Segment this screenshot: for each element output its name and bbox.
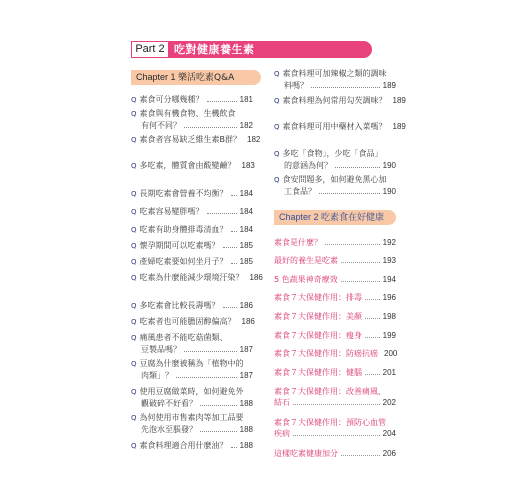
dot-leader	[207, 213, 237, 214]
dot-leader	[231, 447, 237, 448]
page-number: 202	[382, 398, 396, 407]
dot-leader	[200, 405, 237, 406]
toc-entry[interactable]	[274, 367, 396, 378]
toc-entry[interactable]	[131, 300, 253, 312]
toc-entry-title: 5 色蔬果神奇療效	[274, 275, 338, 284]
question-marker: Q	[274, 97, 280, 105]
dot-leader	[341, 281, 380, 282]
toc-entry-title: 素食料理適合用什麼油？	[139, 441, 228, 450]
page-number: 190	[382, 187, 396, 196]
dot-leader	[207, 101, 237, 102]
page-number: 184	[239, 207, 253, 216]
toc-entry-title: 有何不同？	[141, 121, 181, 130]
page-number: 196	[382, 293, 396, 302]
dot-leader	[365, 374, 380, 375]
toc-entry-title: 多吃「食物」，少吃「食品」	[282, 149, 383, 158]
toc-entry[interactable]	[131, 358, 253, 381]
page-number: 189	[382, 81, 396, 90]
toc-entry[interactable]	[274, 348, 396, 359]
dot-leader	[231, 231, 237, 232]
page-number: 183	[241, 161, 255, 170]
toc-entry[interactable]	[274, 174, 396, 197]
toc-entry[interactable]	[274, 311, 396, 322]
page-number: 193	[382, 256, 396, 265]
toc-entry[interactable]	[274, 386, 396, 408]
toc-entry-title: 吃素者也可能膽固醇偏高？	[139, 317, 236, 326]
chapter1-title: 樂活吃素Q&A	[178, 73, 235, 83]
toc-entry[interactable]	[274, 255, 396, 266]
page-number: 181	[239, 95, 253, 104]
toc-entry-title: 素食料理可加辣椒之類的調味	[282, 69, 387, 78]
dot-leader	[293, 435, 380, 436]
toc-entry-title: 為何使用市售素肉等加工品要	[139, 413, 244, 422]
chapter1-label: Chapter 1	[136, 72, 176, 82]
toc-entry-title: 肉類」？	[141, 371, 173, 380]
toc-entry-title: 懷孕期間可以吃素嗎？	[139, 241, 220, 250]
question-marker: Q	[131, 274, 137, 282]
toc-entry-title: 的意涵為何？	[284, 161, 332, 170]
toc-entry[interactable]	[131, 386, 253, 409]
page-number: 187	[239, 371, 253, 380]
toc-entry-title: 結石	[274, 398, 290, 407]
page-number: 188	[239, 425, 253, 434]
toc-entry-title: 觀破碎不好看？	[141, 399, 197, 408]
chapter2-title: 吃素食在好健康	[321, 213, 385, 223]
dot-leader	[365, 337, 380, 338]
dot-leader	[365, 318, 380, 319]
toc-entry[interactable]	[274, 148, 396, 171]
chapter1-header	[131, 70, 261, 85]
toc-entry[interactable]	[274, 68, 396, 91]
question-marker: Q	[131, 162, 137, 170]
question-marker: Q	[131, 258, 137, 266]
toc-entry-title: 食安問題多，如何避免黑心加	[282, 175, 387, 184]
question-marker: Q	[131, 302, 137, 310]
page-number: 186	[239, 301, 253, 310]
page-number: 184	[239, 225, 253, 234]
toc-entry[interactable]	[274, 448, 396, 459]
dot-leader	[365, 299, 380, 300]
question-marker: Q	[131, 360, 137, 368]
toc-entry[interactable]	[131, 240, 253, 252]
toc-entry-title: 素食７大保健作用：瘦身	[274, 331, 362, 340]
question-marker: Q	[131, 96, 137, 104]
toc-entry[interactable]	[131, 94, 253, 106]
toc-entry-title: 使用豆腐做菜時，如何避免外	[139, 387, 244, 396]
dot-leader	[311, 87, 380, 88]
page-number: 200	[384, 349, 398, 358]
toc-entry[interactable]	[131, 316, 253, 328]
toc-entry-title: 多吃素，體質會由酸變鹼？	[139, 161, 236, 170]
page-number: 185	[239, 257, 253, 266]
dot-leader	[200, 431, 237, 432]
toc-entry[interactable]	[274, 274, 396, 285]
dot-leader	[335, 167, 380, 168]
toc-entry-title: 素食是什麼？	[274, 238, 322, 247]
toc-entry[interactable]	[131, 256, 253, 268]
toc-entry-title: 吃素為什麼能減少環境汙染？	[139, 273, 244, 282]
page-number: 186	[249, 273, 263, 282]
toc-entry-title: 吃素有助身體排毒清血？	[139, 225, 228, 234]
question-marker: Q	[131, 136, 137, 144]
toc-entry[interactable]	[131, 412, 253, 435]
question-marker: Q	[274, 123, 280, 131]
chapter2-header	[274, 210, 396, 225]
page-number: 186	[241, 317, 255, 326]
toc-entry-title: 豆腐為什麼被稱為「植物中的	[139, 359, 244, 368]
toc-entry[interactable]	[131, 108, 253, 131]
dot-leader	[176, 377, 237, 378]
page-number: 188	[239, 441, 253, 450]
question-marker: Q	[131, 110, 137, 118]
page-number: 204	[382, 429, 396, 438]
toc-entry-title: 這樣吃素健康加分	[274, 449, 338, 458]
toc-entry-title: 豆製品嗎？	[141, 345, 181, 354]
toc-entry[interactable]	[274, 121, 406, 133]
page-number: 198	[382, 312, 396, 321]
question-marker: Q	[131, 226, 137, 234]
page-number: 182	[239, 121, 253, 130]
toc-entry-title: 素食７大保健作用：改善痛風、	[274, 387, 386, 396]
question-marker: Q	[131, 414, 137, 422]
toc-entry[interactable]	[131, 440, 253, 452]
chapter2-label: Chapter 2	[279, 212, 319, 222]
toc-entry[interactable]	[131, 134, 261, 146]
question-marker: Q	[131, 388, 137, 396]
question-marker: Q	[131, 442, 137, 450]
toc-entry-title: 素食７大保健作用：防癌抗癌	[274, 349, 378, 358]
page-number: 188	[239, 399, 253, 408]
part-header	[131, 41, 372, 58]
page-number: 189	[392, 96, 406, 105]
toc-entry[interactable]	[274, 417, 396, 439]
dot-leader	[231, 195, 237, 196]
part-title: 吃對健康養生素	[174, 43, 255, 56]
page-number: 189	[392, 122, 406, 131]
dot-leader	[293, 404, 380, 405]
toc-entry-title: 多吃素會比較長壽嗎？	[139, 301, 220, 310]
page-number: 190	[382, 161, 396, 170]
toc-entry[interactable]	[274, 95, 406, 107]
question-marker: Q	[131, 190, 137, 198]
dot-leader	[341, 262, 380, 263]
page-number: 206	[382, 449, 396, 458]
toc-entry-title: 工食品？	[284, 187, 316, 196]
question-marker: Q	[274, 150, 280, 158]
toc-entry[interactable]	[274, 330, 396, 341]
toc-entry-title: 料嗎？	[284, 81, 308, 90]
toc-entry-title: 疾病	[274, 429, 290, 438]
toc-entry-title: 素食７大保健作用：排毒	[274, 293, 362, 302]
page-number: 185	[239, 241, 253, 250]
toc-entry[interactable]	[131, 206, 253, 218]
page-number: 184	[239, 189, 253, 198]
toc-entry-title: 素食７大保健作用：健腦	[274, 368, 362, 377]
toc-entry-title: 長期吃素會營養不均衡？	[139, 189, 228, 198]
page-number: 187	[239, 345, 253, 354]
toc-entry-title: 素食可分哪幾種？	[139, 95, 204, 104]
toc-entry-title: 素食料理為何常用勾芡調味？	[282, 96, 387, 105]
dot-leader	[223, 307, 237, 308]
question-marker: Q	[274, 70, 280, 78]
toc-entry-title: 素食７大保健作用：美顏	[274, 312, 362, 321]
dot-leader	[231, 263, 237, 264]
part-label: Part 2	[131, 41, 169, 58]
toc-entry-title: 素食料理可用中藥材入菜嗎？	[282, 122, 387, 131]
toc-entry[interactable]	[274, 237, 396, 248]
question-marker: Q	[131, 334, 137, 342]
question-marker: Q	[131, 242, 137, 250]
dot-leader	[325, 244, 380, 245]
question-marker: Q	[131, 208, 137, 216]
page-number: 199	[382, 331, 396, 340]
page-number: 194	[382, 275, 396, 284]
toc-entry-title: 素食７大保健作用：預防心血管	[274, 418, 386, 427]
dot-leader	[223, 247, 237, 248]
toc-entry[interactable]	[131, 224, 253, 236]
toc-entry[interactable]	[131, 272, 263, 284]
dot-leader	[184, 127, 237, 128]
toc-entry-title: 素食者容易缺乏維生素B群？	[139, 135, 242, 144]
toc-entry-title: 痛風患者不能吃菇菌類、	[139, 333, 228, 342]
question-marker: Q	[131, 318, 137, 326]
toc-entry-title: 素食與有機食物、生機飲食	[139, 109, 236, 118]
toc-entry-title: 先泡水至脹發？	[141, 425, 197, 434]
page-number: 201	[382, 368, 396, 377]
question-marker: Q	[274, 176, 280, 184]
toc-entry-title: 最好的養生是吃素	[274, 256, 338, 265]
page-number: 182	[247, 135, 261, 144]
toc-entry[interactable]	[131, 188, 253, 200]
toc-entry-title: 產婦吃素要如何坐月子？	[139, 257, 228, 266]
dot-leader	[184, 351, 237, 352]
toc-entry[interactable]	[131, 160, 253, 172]
toc-entry-title: 吃素容易變胖嗎？	[139, 207, 204, 216]
toc-entry[interactable]	[131, 332, 253, 355]
page-number: 192	[382, 238, 396, 247]
dot-leader	[319, 193, 380, 194]
dot-leader	[341, 455, 380, 456]
toc-entry[interactable]	[274, 292, 396, 303]
